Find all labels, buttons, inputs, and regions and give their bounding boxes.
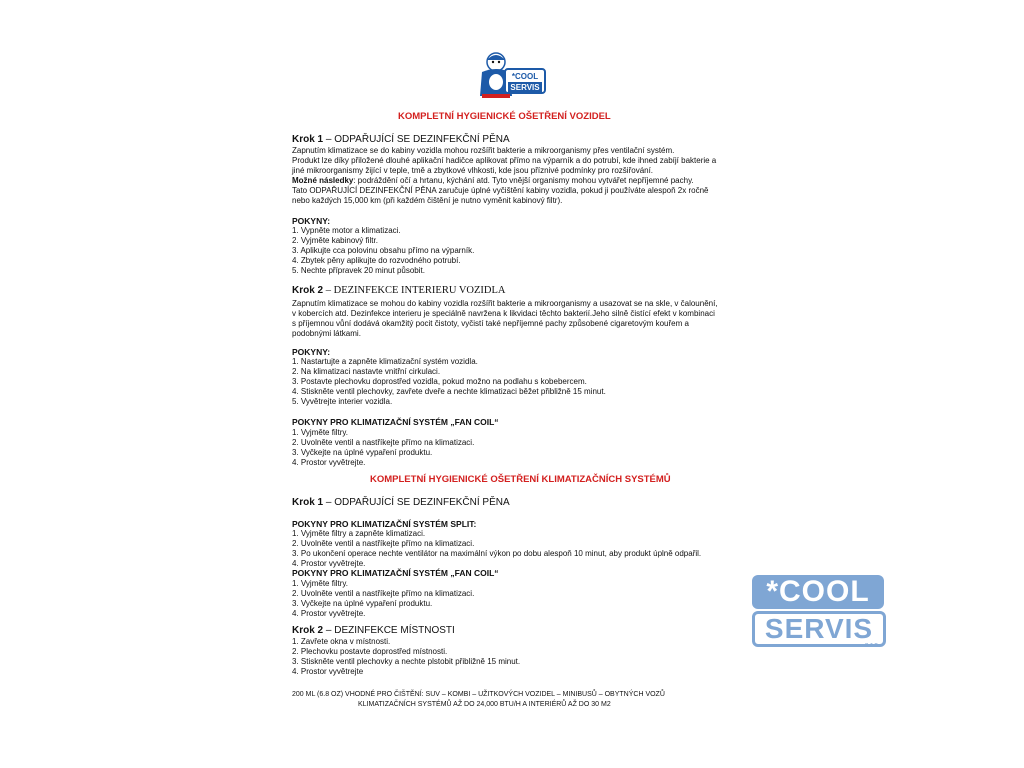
s1-step: 2. Vyjměte kabinový filtr. [292, 236, 378, 245]
s4-step: 3. Stiskněte ventil plechovky a nechte plstobit přibližně 15 minut. [292, 657, 521, 666]
mascot-logo-line2: SERVIS [508, 82, 542, 93]
fan2-heading: POKYNY PRO KLIMATIZAČNÍ SYSTÉM „FAN COIL“ [292, 568, 499, 578]
split-step: 1. Vyjměte filtry a zapněte klimatizaci. [292, 529, 426, 538]
s2-pokyny-heading: POKYNY: [292, 347, 331, 357]
krok2-heading [292, 286, 506, 296]
footer-line-1: 200 ML (6.8 OZ) VHODNÉ PRO ČIŠTĚNÍ: SUV – KOMBI – UŽITKOVÝCH VOZIDEL – MINIBUSŮ – OBYTNÝCH VOZŮ [292, 691, 665, 698]
fan2-step: 3. Vyčkejte na úplné vypaření produktu. [292, 599, 433, 608]
s1-step: 5. Nechte přípravek 20 minut působit. [292, 266, 425, 275]
krok1b-title: – ODPAŘUJÍCÍ SE DEZINFEKČNÍ PĚNA [323, 497, 510, 508]
krok2-title: – DEZINFEKCE INTERIERU VOZIDLA [323, 285, 506, 296]
company-logo-line3: s.r.o. [864, 642, 880, 649]
fan1-step: 2. Uvolněte ventil a nastříkejte přímo na klimatizaci. [292, 438, 475, 447]
title-ac-systems: KOMPLETNÍ HYGIENICKÉ OŠETŘENÍ KLIMATIZAČNÍCH SYSTÉMŮ [370, 474, 671, 485]
s1-consequences-label: Možné následky [292, 176, 354, 185]
krok2b-heading [292, 626, 455, 636]
s2-paragraph-1: Zapnutím klimatizace se mohou do kabiny vozidla rozšířit bakterie a mikroorganismy a usazovat se na skle, v čalounění, [292, 299, 718, 308]
fan1-step: 1. Vyjměte filtry. [292, 428, 349, 437]
s1-paragraph-2: Produkt lze díky přiložené dlouhé aplikační hadičce aplikovat přímo na výparník a do potrubí, kde ihned zabíjí bakterie a [292, 156, 717, 165]
s1-step: 1. Vypněte motor a klimatizaci. [292, 226, 401, 235]
s2-paragraph-3: s příjemnou vůní dodává okamžitý pocit čistoty, vyčistí také nepříjemné pachy způsobené cigaretovým kouřem a [292, 319, 689, 328]
split-step: 3. Po ukončení operace nechte ventilátor na maximální výkon po dobu alespoň 10 minut, aby produkt úplně odpařil. [292, 549, 702, 558]
fan1-heading: POKYNY PRO KLIMATIZAČNÍ SYSTÉM „FAN COIL“ [292, 417, 499, 427]
title-vehicles: KOMPLETNÍ HYGIENICKÉ OŠETŘENÍ VOZIDEL [398, 111, 611, 122]
s1-paragraph-1: Zapnutím klimatizace se do kabiny vozidla mohou rozšířit bakterie a mikroorganismy přes ventilační systém. [292, 146, 675, 155]
fan1-step: 4. Prostor vyvětrejte. [292, 458, 366, 467]
fan2-step: 1. Vyjměte filtry. [292, 579, 349, 588]
split-heading: POKYNY PRO KLIMATIZAČNÍ SYSTÉM SPLIT: [292, 519, 477, 529]
s2-step: 4. Stiskněte ventil plechovky, zavřete dveře a nechte klimatizaci běžet přibližně 15 minut. [292, 387, 606, 396]
krok2-label: Krok 2 [292, 285, 324, 296]
s1-pokyny-heading: POKYNY: [292, 216, 331, 226]
krok1-heading [292, 135, 510, 145]
s4-step: 2. Plechovku postavte doprostřed místnosti. [292, 647, 448, 656]
company-logo-line2: SERVIS [752, 611, 886, 647]
krok1-label: Krok 1 [292, 134, 324, 145]
mascot-logo [478, 50, 548, 100]
s4-step: 4. Prostor vyvětrejte [292, 667, 364, 676]
s2-step: 1. Nastartujte a zapněte klimatizační systém vozidla. [292, 357, 478, 366]
fan2-step: 2. Uvolněte ventil a nastříkejte přímo na klimatizaci. [292, 589, 475, 598]
s2-paragraph-4: podobnými látkami. [292, 329, 361, 338]
s1-paragraph-3: jiné mikroorganismy žijící v teple, tmě a zbytkové vlhkosti, kde jsou příznivé podmínky pro rozšiřování. [292, 166, 654, 175]
s2-paragraph-2: v kobercích atd. Dezinfekce interieru je speciálně navržena k likvidaci těchto bakterií.Jeho silně čistící efekt v kombinaci [292, 309, 715, 318]
fan1-step: 3. Vyčkejte na úplné vypaření produktu. [292, 448, 433, 457]
footer-line-2: KLIMATIZAČNÍCH SYSTÉMŮ AŽ DO 24,000 BTU/H A INTERIÉRŮ AŽ DO 30 M2 [358, 701, 611, 708]
s4-step: 1. Zavřete okna v místnosti. [292, 637, 391, 646]
krok2b-title: – DEZINFEKCE MÍSTNOSTI [323, 625, 455, 636]
fan2-step: 4. Prostor vyvětrejte. [292, 609, 366, 618]
s1-paragraph-5: Tato ODPAŘUJÍCÍ DEZINFEKČNÍ PĚNA zaručuje úplné vyčištění kabiny vozidla, pokud ji používáte alespoň 2x ročně [292, 186, 709, 195]
company-logo-line1: *COOL [752, 575, 884, 609]
s2-step: 5. Vyvětrejte interier vozidla. [292, 397, 393, 406]
s1-paragraph-6: nebo každých 15,000 km (při každém čištění je nutno vyměnit kabinový filtr). [292, 196, 563, 205]
mascot-logo-line1: *COOL [511, 72, 539, 81]
krok1-title: – ODPAŘUJÍCÍ SE DEZINFEKČNÍ PĚNA [323, 134, 510, 145]
s1-step: 3. Aplikujte cca polovinu obsahu přímo na výparník. [292, 246, 475, 255]
s2-step: 2. Na klimatizaci nastavte vnitřní cirkulaci. [292, 367, 441, 376]
company-logo [752, 575, 886, 651]
s1-step: 4. Zbytek pěny aplikujte do rozvodného potrubí. [292, 256, 461, 265]
krok1b-label: Krok 1 [292, 497, 324, 508]
mascot-badge [504, 68, 546, 94]
split-step: 4. Prostor vyvětrejte. [292, 559, 366, 568]
krok1b-heading [292, 498, 510, 508]
s1-paragraph-4 [292, 176, 694, 186]
s2-step: 3. Postavte plechovku doprostřed vozidla, pokud možno na podlahu s kobebercem. [292, 377, 587, 386]
krok2b-label: Krok 2 [292, 625, 324, 636]
s1-consequences-text: : podráždění očí a hrtanu, kýchání atd. Tyto vnější organismy mohou vytvářet nepříjemné pachy. [353, 176, 694, 185]
split-step: 2. Uvolněte ventil a nastříkejte přímo na klimatizaci. [292, 539, 475, 548]
